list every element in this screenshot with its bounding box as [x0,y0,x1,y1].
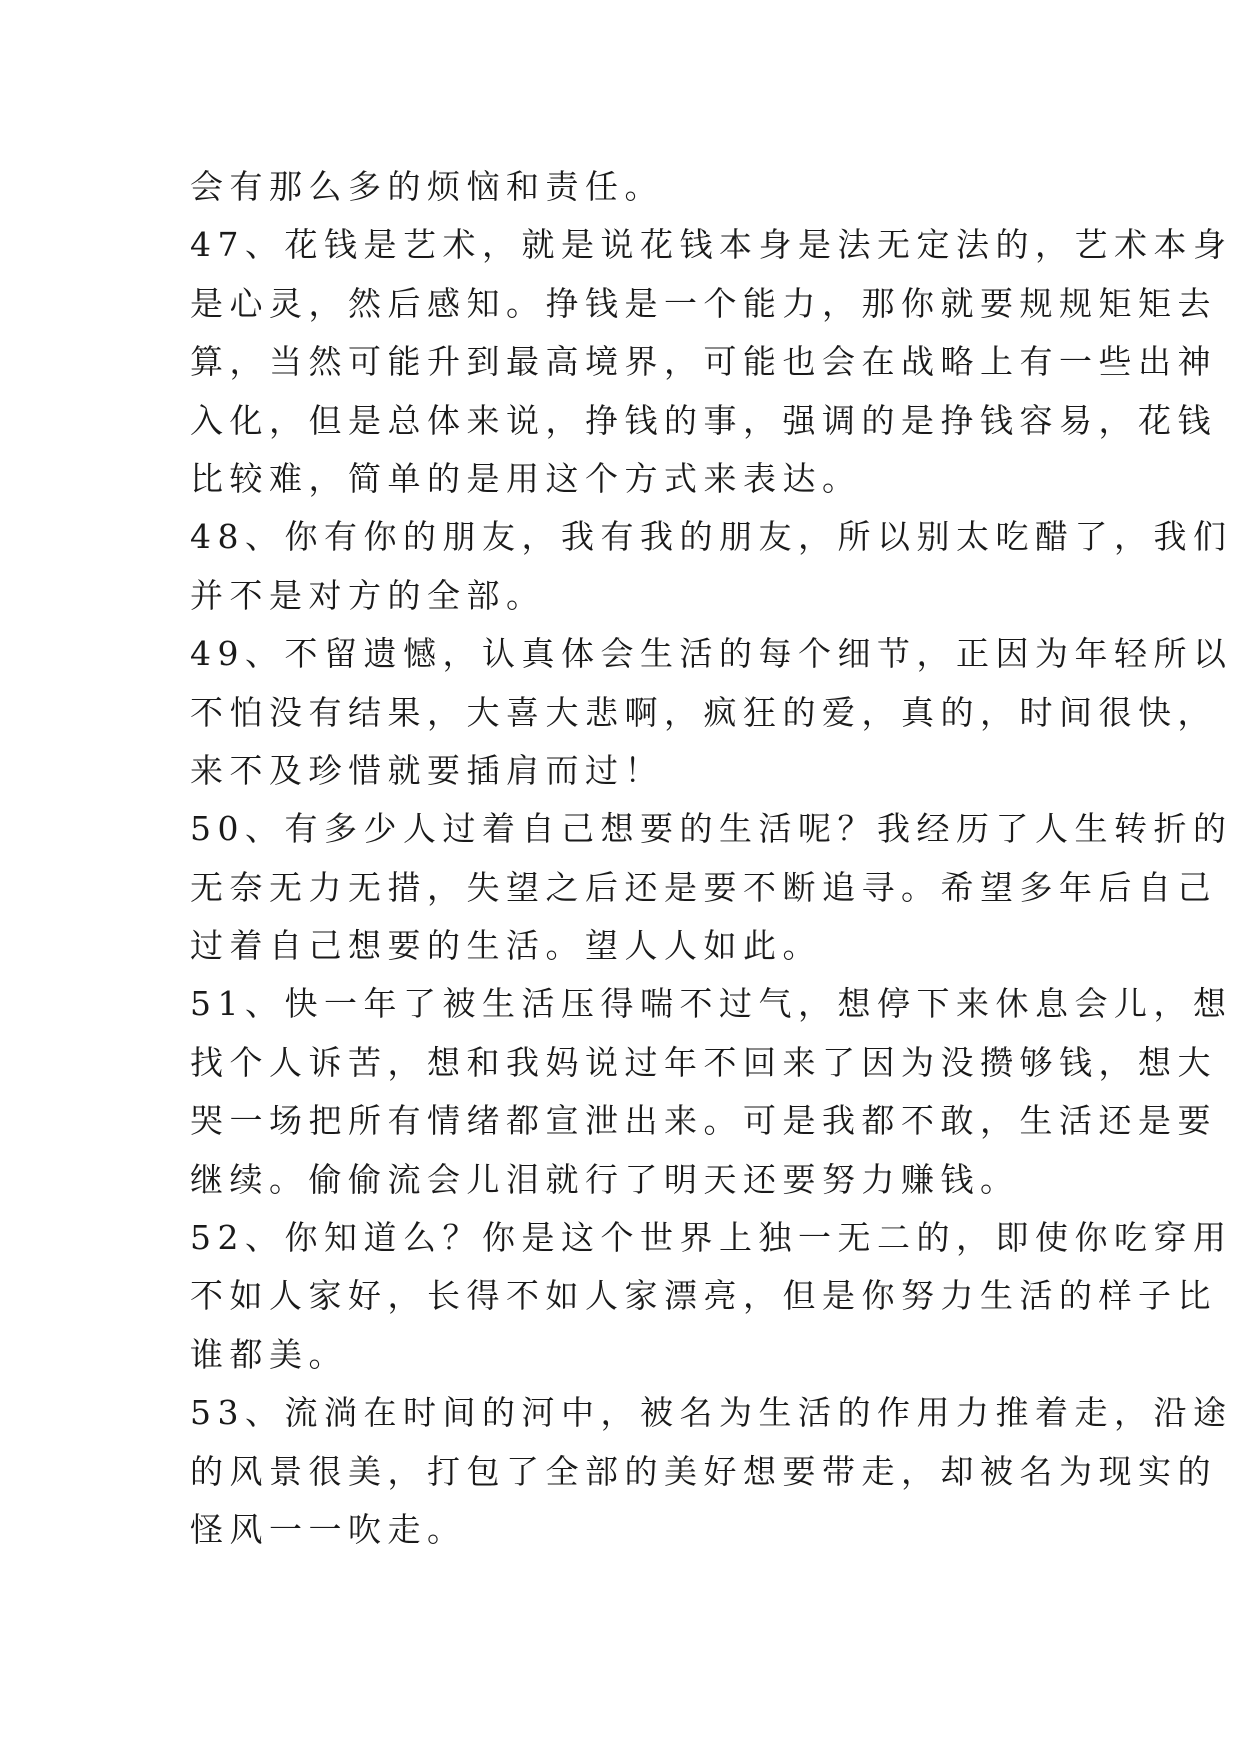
text-line: 是心灵，然后感知。挣钱是一个能力，那你就要规规矩矩去 [190,283,1217,323]
text-line: 52、你知道么？你是这个世界上独一无二的，即使你吃穿用 [190,1218,1233,1258]
text-line: 49、不留遗憾，认真体会生活的每个细节，正因为年轻所以 [190,634,1233,674]
document-body [190,158,1233,1559]
text-line: 48、你有你的朋友，我有我的朋友，所以别太吃醋了，我们 [190,517,1233,557]
text-line: 的风景很美，打包了全部的美好想要带走，却被名为现实的 [190,1451,1217,1491]
text-line: 比较难，简单的是用这个方式来表达。 [190,458,862,498]
text-line: 无奈无力无措，失望之后还是要不断追寻。希望多年后自己 [190,867,1217,907]
text-line: 50、有多少人过着自己想要的生活呢？我经历了人生转折的 [190,809,1233,849]
text-line: 不如人家好，长得不如人家漂亮，但是你努力生活的样子比 [190,1276,1217,1316]
text-line: 入化，但是总体来说，挣钱的事，强调的是挣钱容易，花钱 [190,400,1217,440]
text-line: 谁都美。 [190,1334,348,1374]
text-line: 哭一场把所有情绪都宣泄出来。可是我都不敢，生活还是要 [190,1101,1217,1141]
text-line: 过着自己想要的生活。望人人如此。 [190,926,822,966]
text-line: 不怕没有结果，大喜大悲啊，疯狂的爱，真的，时间很快， [190,692,1217,732]
text-line: 怪风一一吹走。 [190,1509,467,1549]
text-line: 继续。偷偷流会儿泪就行了明天还要努力赚钱。 [190,1159,1020,1199]
text-line: 53、流淌在时间的河中，被名为生活的作用力推着走，沿途 [190,1393,1233,1433]
text-line: 并不是对方的全部。 [190,575,546,615]
text-line: 会有那么多的烦恼和责任。 [190,167,664,206]
text-line: 算，当然可能升到最高境界，可能也会在战略上有一些出神 [190,342,1217,382]
text-line: 找个人诉苦，想和我妈说过年不回来了因为没攒够钱，想大 [190,1042,1217,1082]
text-line: 来不及珍惜就要插肩而过！ [190,750,664,790]
text-line: 47、花钱是艺术，就是说花钱本身是法无定法的，艺术本身 [190,225,1233,265]
text-line: 51、快一年了被生活压得喘不过气，想停下来休息会儿，想 [190,984,1233,1024]
